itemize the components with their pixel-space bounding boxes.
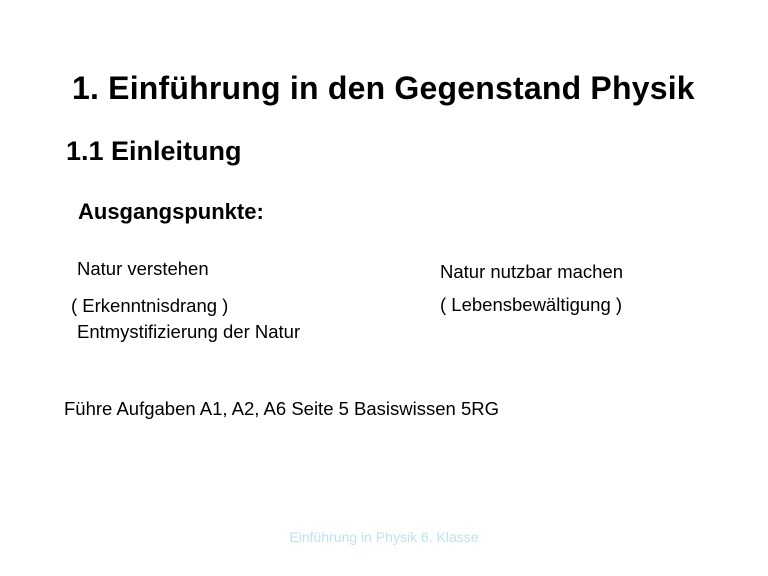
slide-subtitle: 1.1 Einleitung [66, 136, 242, 166]
right-line-1: Natur nutzbar machen [440, 261, 624, 282]
right-line-2: ( Lebensbewältigung ) [440, 294, 623, 315]
task-text: Führe Aufgaben A1, A2, A6 Seite 5 Basiswissen 5RG [64, 398, 500, 419]
slide-title: 1. Einführung in den Gegenstand Physik [72, 70, 695, 106]
left-line-3: Entmystifizierung der Natur [77, 321, 301, 342]
slide-footer: Einführung in Physik 6. Klasse [289, 529, 479, 545]
left-line-2: ( Erkenntnisdrang ) [71, 295, 229, 316]
section-heading: Ausgangspunkte: [78, 199, 264, 224]
left-line-1: Natur verstehen [77, 258, 209, 279]
